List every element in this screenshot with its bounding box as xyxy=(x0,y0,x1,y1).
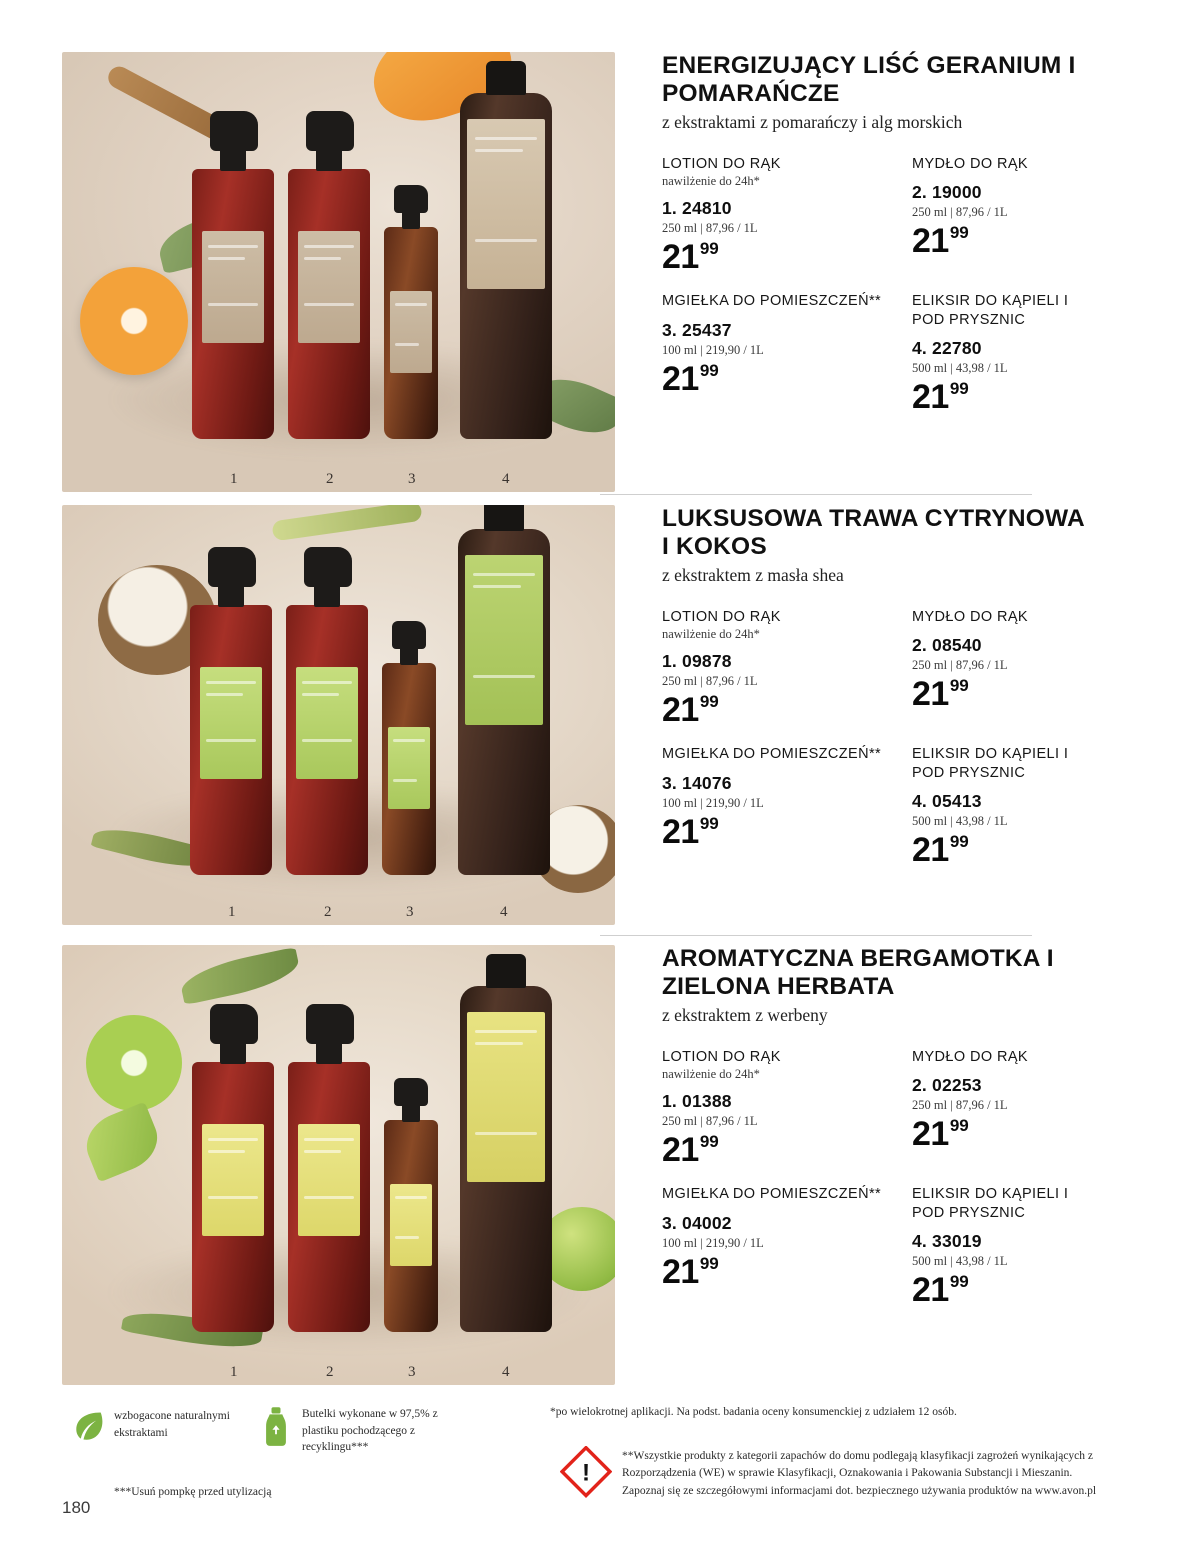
product-cell[interactable] xyxy=(662,155,912,277)
product-note: nawilżenie do 24h* xyxy=(662,174,760,189)
price-cents: 99 xyxy=(949,1116,969,1136)
bottle-number-2: 2 xyxy=(324,904,332,920)
product-cell[interactable] xyxy=(662,745,912,866)
section-heading: AROMATYCZNA BERGAMOTKA I ZIELONA HERBATA xyxy=(662,945,1054,1001)
bottle-number-1: 1 xyxy=(230,471,238,487)
product-bottle-1 xyxy=(192,109,274,439)
product-bottle-2 xyxy=(288,1002,370,1332)
bottle-pump xyxy=(304,547,352,587)
product-grid xyxy=(662,608,1094,869)
product-bottle-4 xyxy=(460,59,552,439)
bottle-neck xyxy=(402,211,420,229)
product-name: LOTION DO RĄK xyxy=(662,156,781,173)
product-size: 500 ml | 43,98 / 1L xyxy=(912,813,1008,828)
product-size: 250 ml | 87,96 / 1L xyxy=(662,674,758,689)
price-whole: 21 xyxy=(662,238,699,277)
product-code: 1. 01388 xyxy=(662,1091,732,1112)
bottle-number-3: 3 xyxy=(408,1364,416,1380)
product-bottle-1 xyxy=(190,545,272,875)
product-size: 100 ml | 219,90 / 1L xyxy=(662,795,764,810)
product-size: 500 ml | 43,98 / 1L xyxy=(912,360,1008,375)
price-cents: 99 xyxy=(949,223,969,243)
price-whole: 21 xyxy=(662,1252,699,1291)
product-code: 1. 09878 xyxy=(662,651,732,672)
footnote-consumer-test: *po wielokrotnej aplikacji. Na podst. badania oceny konsumenckiej z udziałem 12 osób. xyxy=(550,1406,957,1418)
product-cell[interactable] xyxy=(662,1048,912,1170)
footnote-clp-regulation: **Wszystkie produkty z kategorii zapachów do domu podlegają klasyfikacji zagrożeń wynikających z Rozporządzenia (WE) w sprawie Klasyfikacji, Oznakowania i Pakowania Substancji i Mieszanin. Zapoznaj się ze szczegółowymi informacjami dot. bezpiecznego używania produktów na www.avon.pl xyxy=(622,1450,1097,1497)
bottle-number-2: 2 xyxy=(326,1364,334,1380)
price-whole: 21 xyxy=(912,675,949,714)
product-code: 4. 22780 xyxy=(912,337,982,358)
bottle-number-2: 2 xyxy=(326,471,334,487)
price-whole: 21 xyxy=(912,1115,949,1154)
ghs-exclamation-icon xyxy=(560,1446,612,1498)
product-code: 3. 14076 xyxy=(662,772,732,793)
bottle-number-4: 4 xyxy=(500,904,508,920)
bottle-label xyxy=(467,1012,544,1182)
product-grid xyxy=(662,155,1094,416)
product-code: 4. 05413 xyxy=(912,790,982,811)
price-whole: 21 xyxy=(912,1270,949,1309)
bottle-cap xyxy=(486,954,526,988)
product-photo-lemongrass xyxy=(62,505,615,925)
price-cents: 99 xyxy=(949,676,969,696)
product-price xyxy=(662,812,912,851)
bottle-cap xyxy=(486,61,526,95)
price-cents: 99 xyxy=(699,360,719,380)
product-name: LOTION DO RĄK xyxy=(662,609,781,626)
bottle-number-1: 1 xyxy=(228,904,236,920)
price-cents: 99 xyxy=(699,1132,719,1152)
product-cell[interactable] xyxy=(912,1048,1094,1167)
price-cents: 99 xyxy=(699,239,719,259)
product-price xyxy=(662,238,912,277)
price-whole: 21 xyxy=(662,812,699,851)
section-subheading: z ekstraktem z werbeny xyxy=(662,1005,828,1026)
product-code: 3. 25437 xyxy=(662,319,732,340)
product-name: MGIEŁKA DO POMIESZCZEŃ** xyxy=(662,293,882,310)
product-name: MYDŁO DO RĄK xyxy=(912,609,1028,626)
product-price xyxy=(912,222,1094,261)
product-price xyxy=(912,675,1094,714)
bottle-number-4: 4 xyxy=(502,471,510,487)
product-price xyxy=(662,1131,912,1170)
bottle-label xyxy=(298,231,360,343)
spray-head xyxy=(394,1078,428,1106)
product-name: MYDŁO DO RĄK xyxy=(912,156,1028,173)
bottle-label xyxy=(465,555,542,725)
product-cell[interactable] xyxy=(912,1185,1094,1309)
bottle-pump xyxy=(306,1004,354,1044)
spray-head xyxy=(392,621,426,649)
product-size: 250 ml | 87,96 / 1L xyxy=(662,221,758,236)
section-heading: LUKSUSOWA TRAWA CYTRYNOWA I KOKOS xyxy=(662,505,1084,561)
product-bottle-4 xyxy=(458,505,550,875)
product-cell[interactable] xyxy=(662,608,912,730)
bottle-neck xyxy=(402,1104,420,1122)
price-whole: 21 xyxy=(912,377,949,416)
product-price xyxy=(912,377,1094,416)
product-price xyxy=(662,1252,912,1291)
section-divider xyxy=(600,935,1032,936)
claim-remove-pump: ***Usuń pompkę przed utylizacją xyxy=(114,1486,272,1498)
product-note: nawilżenie do 24h* xyxy=(662,1067,760,1082)
product-name: LOTION DO RĄK xyxy=(662,1049,781,1066)
bottle-pump xyxy=(306,111,354,151)
product-code: 3. 04002 xyxy=(662,1212,732,1233)
product-size: 100 ml | 219,90 / 1L xyxy=(662,342,764,357)
price-cents: 99 xyxy=(949,831,969,851)
bottle-label xyxy=(202,231,264,343)
product-bottle-4 xyxy=(460,952,552,1332)
bottle-number-4: 4 xyxy=(502,1364,510,1380)
claim-recycled-bottle: Butelki wykonane w 97,5% z plastiku pochodzącego z recyklingu*** xyxy=(302,1408,438,1454)
price-whole: 21 xyxy=(662,359,699,398)
product-size: 100 ml | 219,90 / 1L xyxy=(662,1235,764,1250)
price-whole: 21 xyxy=(912,830,949,869)
product-cell[interactable] xyxy=(662,292,912,413)
svg-text:!: ! xyxy=(581,1459,591,1487)
product-price xyxy=(662,359,912,398)
price-cents: 99 xyxy=(949,1271,969,1291)
bottle-pump xyxy=(210,111,258,151)
price-cents: 99 xyxy=(699,692,719,712)
bottle-number-3: 3 xyxy=(406,904,414,920)
product-code: 2. 08540 xyxy=(912,635,982,656)
bottle-pump xyxy=(210,1004,258,1044)
product-bottle-2 xyxy=(288,109,370,439)
section-subheading: z ekstraktem z masła shea xyxy=(662,565,844,586)
section-subheading: z ekstraktami z pomarańczy i alg morskich xyxy=(662,112,963,133)
orange-slice-garnish xyxy=(80,267,188,375)
product-bottle-3 xyxy=(382,607,436,875)
product-cell[interactable] xyxy=(912,745,1094,869)
bottle-label xyxy=(390,291,431,373)
bottle-label xyxy=(390,1184,431,1266)
product-name: ELIKSIR DO KĄPIELI I POD PRYSZNIC xyxy=(912,1186,1069,1221)
bottle-label xyxy=(388,727,429,809)
product-size: 250 ml | 87,96 / 1L xyxy=(662,1114,758,1129)
section-heading: ENERGIZUJĄCY LIŚĆ GERANIUM I POMARAŃCZE xyxy=(662,52,1076,108)
product-cell[interactable] xyxy=(912,155,1094,274)
product-code: 2. 19000 xyxy=(912,182,982,203)
product-cell[interactable] xyxy=(912,608,1094,727)
product-code: 1. 24810 xyxy=(662,198,732,219)
price-whole: 21 xyxy=(662,691,699,730)
product-size: 250 ml | 87,96 / 1L xyxy=(912,658,1008,673)
product-cell[interactable] xyxy=(912,292,1094,416)
product-note: nawilżenie do 24h* xyxy=(662,627,760,642)
bottle-label xyxy=(202,1124,264,1236)
price-whole: 21 xyxy=(912,222,949,261)
product-info-bergamot xyxy=(662,945,1094,1307)
product-name: MGIEŁKA DO POMIESZCZEŃ** xyxy=(662,746,882,763)
product-size: 250 ml | 87,96 / 1L xyxy=(912,205,1008,220)
product-size: 500 ml | 43,98 / 1L xyxy=(912,1253,1008,1268)
product-name: ELIKSIR DO KĄPIELI I POD PRYSZNIC xyxy=(912,293,1069,328)
product-price xyxy=(912,1115,1094,1154)
product-code: 4. 33019 xyxy=(912,1230,982,1251)
price-cents: 99 xyxy=(699,813,719,833)
product-name: MGIEŁKA DO POMIESZCZEŃ** xyxy=(662,1186,882,1203)
bottle-number-1: 1 xyxy=(230,1364,238,1380)
page-number: 180 xyxy=(62,1498,91,1517)
spray-head xyxy=(394,185,428,213)
product-info-geranium xyxy=(662,52,1094,414)
product-name: MYDŁO DO RĄK xyxy=(912,1049,1028,1066)
product-cell[interactable] xyxy=(662,1185,912,1306)
product-photo-geranium xyxy=(62,52,615,492)
product-photo-bergamot xyxy=(62,945,615,1385)
recycled-bottle-icon xyxy=(258,1406,294,1448)
bottle-neck xyxy=(400,647,418,665)
lime-half-garnish xyxy=(86,1015,182,1111)
bottle-label xyxy=(200,667,262,779)
product-price xyxy=(912,830,1094,869)
product-bottle-1 xyxy=(192,1002,274,1332)
price-whole: 21 xyxy=(662,1131,699,1170)
bottle-cap xyxy=(484,505,524,531)
product-size: 250 ml | 87,96 / 1L xyxy=(912,1098,1008,1113)
product-bottle-3 xyxy=(384,171,438,439)
section-divider xyxy=(600,494,1032,495)
product-bottle-3 xyxy=(384,1064,438,1332)
product-info-lemongrass xyxy=(662,505,1094,867)
product-code: 2. 02253 xyxy=(912,1075,982,1096)
claim-natural-extracts: wzbogacone naturalnymi ekstraktami xyxy=(114,1410,230,1439)
product-bottle-2 xyxy=(286,545,368,875)
leaf-icon xyxy=(70,1408,106,1444)
product-price xyxy=(662,691,912,730)
bottle-label xyxy=(298,1124,360,1236)
product-name: ELIKSIR DO KĄPIELI I POD PRYSZNIC xyxy=(912,746,1069,781)
bottle-label xyxy=(467,119,544,289)
price-cents: 99 xyxy=(949,378,969,398)
product-grid xyxy=(662,1048,1094,1309)
product-price xyxy=(912,1270,1094,1309)
bottle-number-3: 3 xyxy=(408,471,416,487)
bottle-label xyxy=(296,667,358,779)
bottle-pump xyxy=(208,547,256,587)
price-cents: 99 xyxy=(699,1253,719,1273)
